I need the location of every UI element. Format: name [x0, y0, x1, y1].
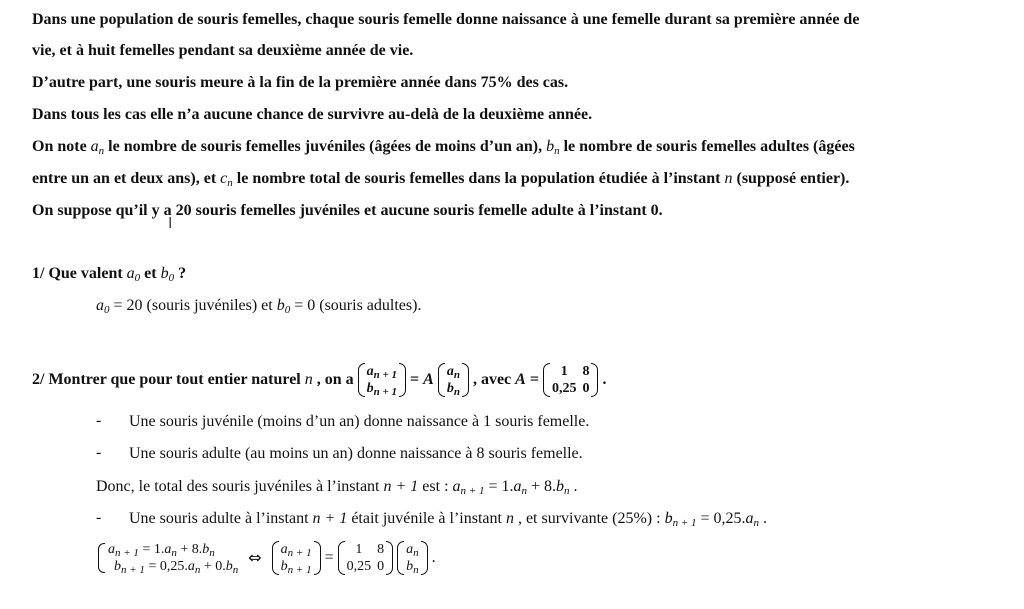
answer-1 — [96, 296, 421, 316]
text: le nombre total de souris femelles dans la population étudiée à l’instant — [236, 170, 725, 187]
system-brace — [96, 541, 238, 575]
text: Une souris adulte à l’instant — [129, 510, 313, 527]
bullet-2: Une souris adulte (au moins un an) donne naissance à 8 souris femelle. — [129, 445, 583, 462]
var-a-n: $a_n$ — [90, 138, 105, 157]
matrix-A: 1 8 0,25 0 — [543, 363, 599, 397]
equals: = — [529, 371, 543, 388]
var-b-n: $b_n$ — [556, 478, 570, 497]
vector-current: $a_n$ $b_n$ — [438, 363, 469, 397]
statement-line-4: Dans tous les cas elle n’a aucune chance de survivre au-delà de la deuxième année. — [32, 106, 593, 123]
system-equivalence — [96, 538, 436, 578]
var-b-0: $b_0$ — [276, 297, 291, 316]
statement-line-3: D’autre part, une souris meure à la fin de la première année dans 75% des cas. — [32, 74, 569, 91]
vector-next: $a_{n + 1}$ $b_{n + 1}$ — [358, 363, 406, 397]
text: , et survivante (25%) : — [513, 510, 665, 527]
var-a-n: $a_n$ — [513, 478, 527, 497]
var-a-n1: $a_{n + 1}$ — [452, 478, 485, 497]
text: = 1. — [484, 478, 514, 495]
text-cursor-icon: I — [168, 214, 173, 232]
text: . — [602, 371, 607, 388]
system-vector-next: $a_{n + 1}$ $b_{n + 1}$ — [272, 541, 321, 575]
text: et — [144, 265, 161, 282]
var-b-n1: $b_{n + 1}$ — [664, 510, 697, 529]
question-1 — [32, 264, 186, 284]
text: = 0 (souris adultes). — [290, 297, 422, 314]
matrix-A-name: A — [515, 371, 526, 388]
bullet-dash: - — [96, 509, 102, 526]
statement-line-5 — [32, 137, 855, 157]
var-b-n: $b_n$ — [546, 138, 560, 157]
var-a-0: $a_0$ — [126, 265, 141, 284]
text: le nombre de souris femelles juvéniles (âgées de moins d’un an), — [108, 138, 547, 155]
var-b-0: $b_0$ — [160, 265, 175, 284]
var-n-plus-1: n + 1 — [383, 478, 419, 495]
equals: = — [324, 549, 334, 566]
system-row-2: $b_{n + 1} = 0,25.a_n + 0.b_n$ — [114, 559, 239, 577]
text: . — [431, 549, 436, 566]
text: = 0,25. — [696, 510, 746, 527]
equivalence-icon: ⇔ — [248, 548, 262, 568]
conclusion-line — [96, 477, 578, 497]
matrix-A-name: A — [423, 371, 434, 388]
text: (supposé entier). — [736, 170, 850, 187]
var-c-n: $c_n$ — [220, 170, 233, 189]
bullet-dash: - — [96, 412, 102, 429]
statement-line-7: On suppose qu’il y a 20 souris femelles juvéniles et aucune souris femelle adulte à l’instant 0. — [32, 202, 663, 219]
text: est : — [418, 478, 453, 495]
statement-line-1: Dans une population de souris femelles, chaque souris femelle donne naissance à une femelle durant sa première année de — [32, 11, 860, 28]
system-vector-current: $a_n$ $b_n$ — [397, 541, 428, 575]
bullet-1: Une souris juvénile (moins d’un an) donne naissance à 1 souris femelle. — [129, 413, 590, 430]
text: + 8. — [526, 478, 557, 495]
system-row-1: $a_{n + 1} = 1.a_n + 8.b_n$ — [108, 542, 215, 560]
bullet-dash: - — [96, 444, 102, 461]
equals: = — [410, 371, 424, 388]
system-matrix: 1 8 0,25 0 — [338, 541, 394, 575]
var-n-plus-1: n + 1 — [312, 510, 348, 527]
text: = 20 (souris juvéniles) et — [109, 297, 277, 314]
var-n: n — [724, 170, 733, 187]
statement-line-6 — [32, 169, 849, 189]
text: On note — [32, 138, 91, 155]
question-2-label: 2/ Montrer que pour tout entier naturel — [32, 371, 305, 388]
text: entre un an et deux ans), et — [32, 170, 221, 187]
var-a-0: $a_0$ — [96, 297, 110, 316]
var-n: n — [505, 510, 514, 527]
question-2 — [32, 360, 606, 400]
var-a-n: $a_n$ — [745, 510, 760, 529]
text: , avec — [472, 371, 516, 388]
text: , on a — [316, 371, 358, 388]
var-n: n — [304, 371, 313, 388]
text: . — [759, 510, 768, 527]
text: . — [569, 478, 578, 495]
bullet-3 — [129, 509, 767, 529]
text: ? — [178, 265, 187, 282]
question-1-label: 1/ Que valent — [32, 265, 127, 282]
statement-line-2: vie, et à huit femelles pendant sa deuxième année de vie. — [32, 42, 414, 59]
text: Donc, le total des souris juvéniles à l’instant — [96, 478, 384, 495]
text: était juvénile à l’instant — [347, 510, 506, 527]
text: le nombre de souris femelles adultes (âgées — [563, 138, 855, 155]
